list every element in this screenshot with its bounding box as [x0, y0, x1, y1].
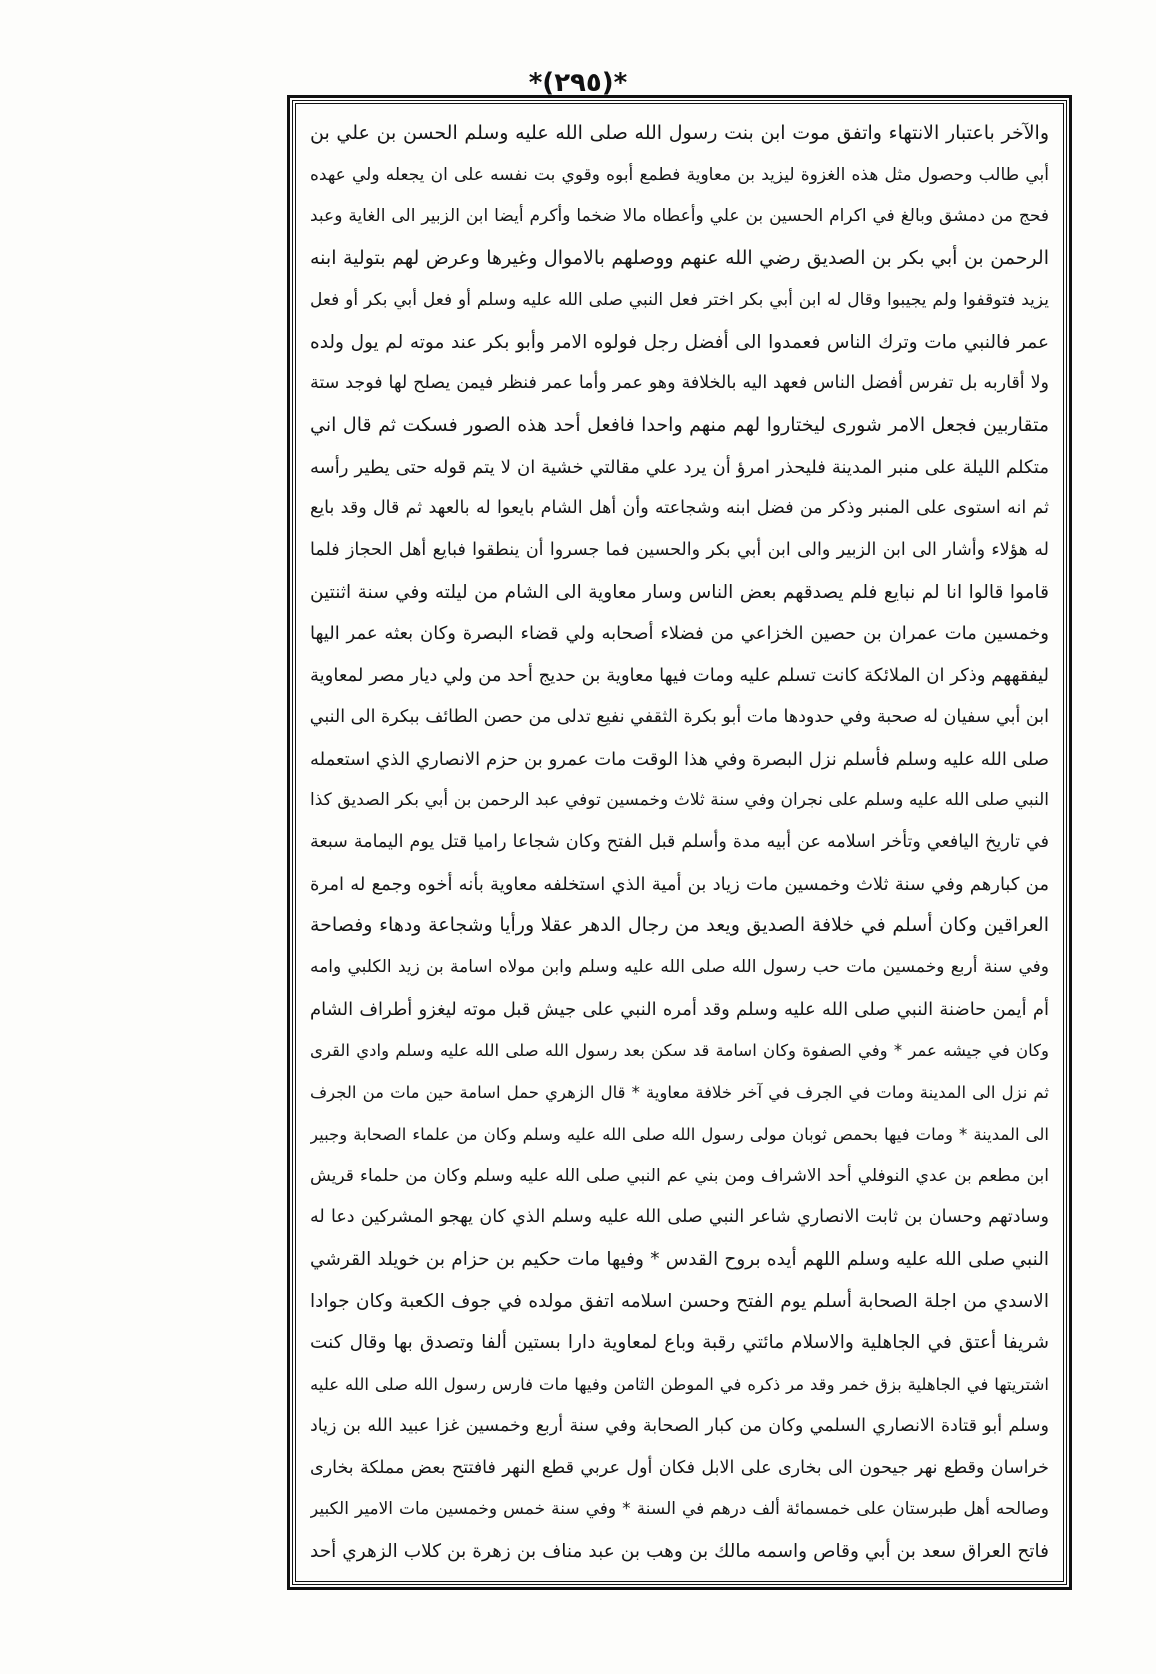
text-line: من كبارهم وفي سنة ثلاث وخمسين مات زياد بن أمية الذي استخلفه معاوية بأنه أخوه وجمع له امرة	[310, 873, 1049, 895]
text-line: ليفقههم وذكر ان الملائكة كانت تسلم عليه ومات فيها معاوية بن حديج أحد من ولي ديار مصر لمعاوية	[310, 665, 1049, 687]
text-line: وسلم أبو قتادة الانصاري السلمي وكان من كبار الصحابة وفي سنة أربع وخمسين غزا عبيد الله بن زياد	[310, 1415, 1049, 1436]
text-line: وكان في جيشه عمر * وفي الصفوة وكان اسامة قد سكن بعد رسول الله صلى الله عليه وسلم وادي القرى	[310, 1041, 1049, 1061]
text-line: الرحمن بن أبي بكر بن الصديق رضي الله عنهم ووصلهم بالاموال وغيرها وعرض لهم بتولية ابنه	[310, 247, 1049, 270]
text-line: النبي صلى الله عليه وسلم على نجران وفي سنة ثلاث وخمسين توفي عبد الرحمن بن أبي بكر الصديق كذا	[310, 790, 1049, 811]
main-text	[310, 114, 1049, 1571]
text-line: والآخر باعتبار الانتهاء واتفق موت ابن بنت رسول الله صلى الله عليه وسلم الحسن بن علي بن	[310, 122, 1049, 144]
text-line: فاتح العراق سعد بن أبي وقاص واسمه مالك بن وهب بن عبد مناف بن زهرة بن كلاب الزهري أحد	[310, 1540, 1049, 1562]
text-frame	[292, 100, 1067, 1585]
text-line: ثم نزل الى المدينة ومات في الجرف في آخر خلافة معاوية * قال الزهري حمل اسامة حين مات من الجرف	[310, 1083, 1049, 1103]
text-line: ابن مطعم بن عدي النوفلي أحد الاشراف ومن بني عم النبي صلى الله عليه وسلم وكان من حلماء قريش	[310, 1165, 1049, 1186]
text-line: وخمسين مات عمران بن حصين الخزاعي من فضلاء أصحابه ولي قضاء البصرة وكان بعثه عمر اليها	[310, 623, 1049, 645]
text-line: النبي صلى الله عليه وسلم اللهم أيده بروح القدس * وفيها مات حكيم بن حزام بن خويلد القرشي	[310, 1248, 1049, 1270]
text-line: ابن أبي سفيان له صحبة وفي حدودها مات أبو بكرة الثقفي نفيع تدلى من حصن الطائف ببكرة الى النبي	[310, 706, 1049, 727]
text-line: متقاربين فجعل الامر شورى ليختاروا لهم منهم واحدا فافعل أحد هذه الصور فسكت ثم قال اني	[310, 413, 1049, 436]
text-line: له هؤلاء وأشار الى ابن الزبير والى ابن أبي بكر والحسين فما جسروا أن ينطقوا فبايع أهل الحجاز فلما	[310, 540, 1049, 561]
text-line: يزيد فتوقفوا ولم يجيبوا وقال له ابن أبي بكر اختر فعل النبي صلى الله عليه وسلم أو فعل أبي بكر أو فعل	[310, 289, 1049, 310]
text-line: اشتريتها في الجاهلية بزق خمر وقد مر ذكره في الموطن الثامن وفيها مات فارس رسول الله صلى الله عليه	[310, 1375, 1049, 1395]
text-line: صلى الله عليه وسلم فأسلم نزل البصرة وفي هذا الوقت مات عمرو بن حزم الانصاري الذي استعمله	[310, 748, 1049, 770]
text-line: ثم انه استوى على المنبر وذكر من فضل ابنه وشجاعته وأن أهل الشام بايعوا له بالعهد ثم قال وقد بايع	[310, 498, 1049, 519]
text-line: الى المدينة * ومات فيها بحمص ثوبان مولى رسول الله صلى الله عليه وسلم وكان من علماء الصحابة وجبير	[310, 1124, 1049, 1144]
text-line: أبي طالب وحصول مثل هذه الغزوة ليزيد بن معاوية فطمع أبوه وقوي بت نفسه على ان يجعله ولي عهده	[310, 164, 1049, 185]
text-line: شريفا أعتق في الجاهلية والاسلام مائتي رقبة وباع لمعاوية دارا بستين ألفا وتصدق بها وقال كنت	[310, 1332, 1049, 1354]
text-line: خراسان وقطع نهر جيحون الى بخارى على الابل فكان أول عربي قطع النهر فافتتح بعض مملكة بخارى	[310, 1457, 1049, 1478]
text-line: العراقين وكان أسلم في خلافة الصديق ويعد من رجال الدهر عقلا ورأيا وشجاعة ودهاء وفصاحة	[310, 914, 1049, 937]
text-line: الاسدي من اجلة الصحابة أسلم يوم الفتح وحسن اسلامه اتفق مولده في جوف الكعبة وكان جوادا	[310, 1290, 1049, 1312]
text-line: عمر فالنبي مات وترك الناس فعمدوا الى أفضل رجل فولوه الامر وأبو بكر عند موته لم يول ولده	[310, 331, 1049, 353]
text-line: في تاريخ اليافعي وتأخر اسلامه عن أبيه مدة وأسلم قبل الفتح وكان شجاعا راميا قتل يوم اليمامة سبعة	[310, 831, 1049, 852]
text-line: وسادتهم وحسان بن ثابت الانصاري شاعر النبي صلى الله عليه وسلم الذي كان يهجو المشركين دعا له	[310, 1207, 1049, 1228]
text-line: قاموا قالوا انا لم نبايع فلم يصدقهم بعض الناس وسار معاوية الى الشام من ليلته وفي سنة اثنتين	[310, 581, 1049, 603]
text-line: فحج من دمشق وبالغ في اكرام الحسين بن علي وأعطاه مالا ضخما وأكرم أيضا ابن الزبير الى الغاية وعبد	[310, 206, 1049, 227]
text-line: ولا أقاربه بل تفرس أفضل الناس فعهد اليه بالخلافة وهو عمر وأما عمر فنظر فيمن يصلح لها فوجد ستة	[310, 373, 1049, 394]
page-number: *(٢٩٥)*	[528, 68, 628, 98]
text-line: وفي سنة أربع وخمسين مات حب رسول الله صلى الله عليه وسلم وابن مولاه اسامة بن زيد الكلبي وامه	[310, 957, 1049, 978]
text-line: متكلم الليلة على منبر المدينة فليحذر امرؤ أن يرد علي مقالتي خشية ان لا يتم قوله حتى يطير رأسه	[310, 456, 1049, 478]
text-line: أم أيمن حاضنة النبي صلى الله عليه وسلم وقد أمره النبي على جيش قبل موته ليغزو أطراف الشام	[310, 998, 1049, 1020]
text-line: وصالحه أهل طبرستان على خمسمائة ألف درهم في السنة * وفي سنة خمس وخمسين مات الامير الكبير	[310, 1499, 1049, 1520]
